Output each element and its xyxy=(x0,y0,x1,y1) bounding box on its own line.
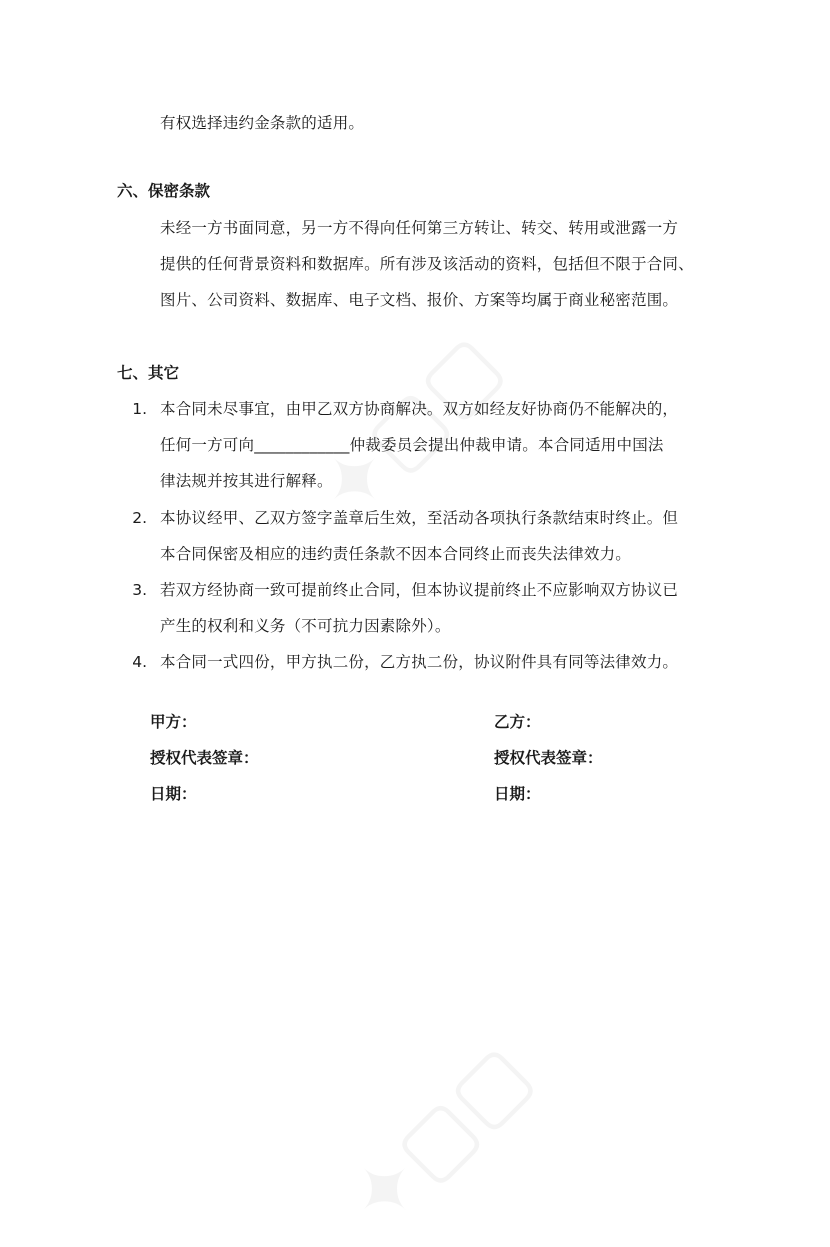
list-item-number: 3. xyxy=(132,581,147,599)
watermark-graphic-bottom xyxy=(329,1026,549,1246)
section-6-title: 六、保密条款 xyxy=(117,182,211,200)
party-a-date-label: 日期： xyxy=(150,785,197,803)
party-b-label: 乙方： xyxy=(494,713,541,731)
intro-line: 有权选择违约金条款的适用。 xyxy=(160,114,365,132)
party-a-representative-label: 授权代表签章： xyxy=(150,749,259,767)
list-item-line: 产生的权利和义务（不可抗力因素除外）。 xyxy=(160,617,451,635)
list-item-line: 本合同未尽事宜，由甲乙双方协商解决。双方如经友好协商仍不能解决的， xyxy=(160,400,679,418)
section-7-title: 七、其它 xyxy=(117,364,180,382)
list-item-line: 若双方经协商一致可提前终止合同，但本协议提前终止不应影响双方协议已 xyxy=(160,581,679,599)
list-item-line: 律法规并按其进行解释。 xyxy=(160,472,333,490)
list-item-number: 1. xyxy=(132,400,147,418)
party-b-date-label: 日期： xyxy=(494,785,541,803)
list-item-line: 任何一方可向____________仲裁委员会提出仲裁申请。本合同适用中国法 xyxy=(160,436,664,454)
watermark-graphic xyxy=(299,316,519,536)
party-b-representative-label: 授权代表签章： xyxy=(494,749,603,767)
section-6-line: 未经一方书面同意，另一方不得向任何第三方转让、转交、转用或泄露一方 xyxy=(160,219,679,237)
list-item-line: 本合同一式四份，甲方执二份，乙方执二份，协议附件具有同等法律效力。 xyxy=(160,653,679,671)
list-item-number: 2. xyxy=(132,509,147,527)
list-item-line: 本合同保密及相应的违约责任条款不因本合同终止而丧失法律效力。 xyxy=(160,545,632,563)
list-item-number: 4. xyxy=(132,653,147,671)
section-6-line: 提供的任何背景资料和数据库。所有涉及该活动的资料，包括但不限于合同、 xyxy=(160,255,694,273)
party-a-label: 甲方： xyxy=(150,713,197,731)
list-item-line: 本协议经甲、乙双方签字盖章后生效，至活动各项执行条款结束时终止。但 xyxy=(160,509,679,527)
section-6-line: 图片、公司资料、数据库、电子文档、报价、方案等均属于商业秘密范围。 xyxy=(160,291,679,309)
